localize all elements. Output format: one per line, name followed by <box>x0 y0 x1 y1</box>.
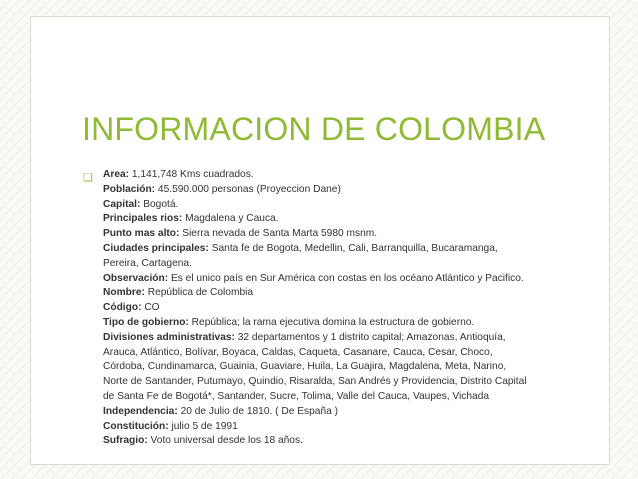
info-row-punto-alto <box>103 227 531 242</box>
label: Punto mas alto: <box>103 228 180 240</box>
value: Bogotá. <box>140 198 179 210</box>
value: julio 5 de 1991 <box>168 420 238 432</box>
value: CO <box>141 302 160 314</box>
info-list <box>103 168 531 449</box>
value: 45.590.000 personas (Proyeccion Dane) <box>155 183 341 195</box>
label: Tipo de gobierno: <box>103 316 189 328</box>
info-row-gobierno <box>103 316 531 331</box>
value: 1,141,748 Kms cuadrados. <box>129 169 254 180</box>
info-row-sufragio <box>103 434 531 449</box>
value: Voto universal desde los 18 años. <box>147 435 303 447</box>
info-row-poblacion <box>103 183 531 198</box>
slide-title: INFORMACION DE COLOMBIA <box>82 111 546 147</box>
info-row-nombre <box>103 286 531 301</box>
value: Sierra nevada de Santa Marta 5980 msnm. <box>179 228 378 240</box>
info-row-divisiones <box>103 331 531 405</box>
info-row-constitucion <box>103 420 531 435</box>
value: República de Colombia <box>144 287 254 299</box>
label: Población: <box>103 183 156 195</box>
label: Capital: <box>103 198 141 210</box>
value: 32 departamentos y 1 distrito capital; Amazonas, Antioquía, Arauca, Atlántico, Bolívar, Boyaca, Caldas, Caqueta, Casanare, Cauca, Cesar, Choco, Córdoba, Cundinamarca, Guainia, Guaviare, Huila, La Guajira, Magdalena, Meta, Narino, Norte de Santander, Putumayo, Quindio, Risaralda, San Andrés y Providencia, Distrito Capital de Santa Fe de Bogotá*, Santander, Sucre, Tolima, Valle del Cauca, Vaupes, Vichada <box>103 331 527 402</box>
label: Ciudades principales: <box>103 242 209 254</box>
label: Código: <box>103 302 142 314</box>
info-row-independencia <box>103 405 531 420</box>
info-row-codigo <box>103 301 531 316</box>
info-row-rios <box>103 212 531 227</box>
info-row-capital <box>103 198 531 213</box>
label: Sufragio: <box>103 435 148 447</box>
label: Observación: <box>103 272 169 284</box>
value: Magdalena y Cauca. <box>182 213 279 225</box>
label: Constitución: <box>103 420 169 432</box>
value: Santa fe de Bogota, Medellin, Cali, Barranquilla, Bucaramanga, Pereira, Cartagena. <box>103 242 498 269</box>
info-row-area <box>103 168 531 183</box>
label: Independencia: <box>103 405 178 417</box>
label: Area: <box>103 169 130 180</box>
info-row-observacion <box>103 272 531 287</box>
info-row-ciudades <box>103 242 531 272</box>
value: 20 de Julio de 1810. ( De España ) <box>177 405 339 417</box>
label: Divisiones administrativas: <box>103 331 235 343</box>
value: Es el unico país en Sur América con costas en los océano Atlántico y Pacifico. <box>168 272 524 284</box>
label: Nombre: <box>103 287 145 299</box>
square-bullet-icon: ❑ <box>83 172 93 184</box>
label: Principales rios: <box>103 213 183 225</box>
value: República; la rama ejecutiva domina la estructura de gobierno. <box>188 316 475 328</box>
